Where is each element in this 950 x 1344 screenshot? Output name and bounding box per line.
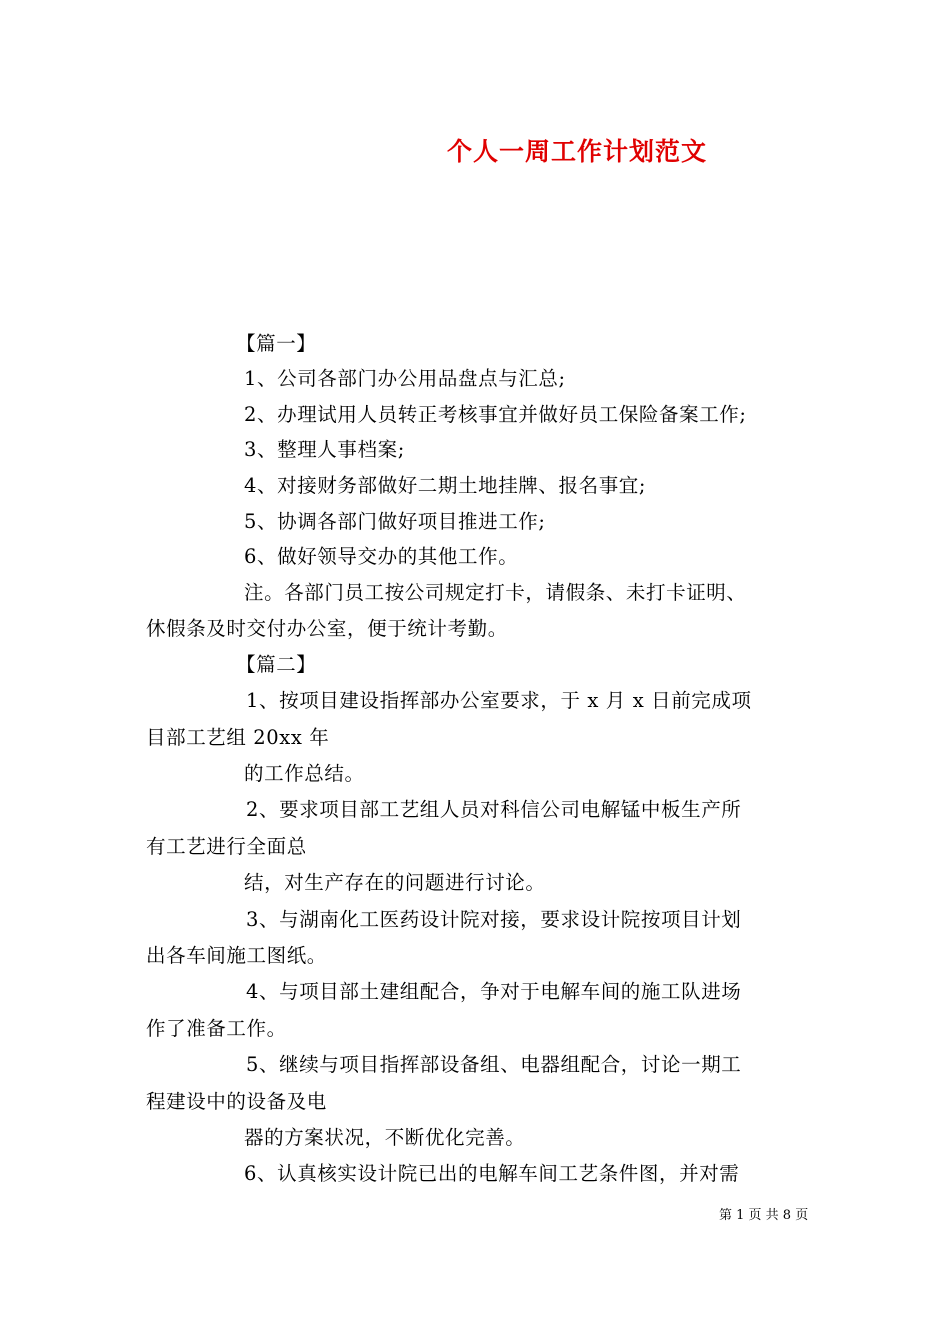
section1-heading: 【篇一】 bbox=[236, 332, 317, 355]
section2-line: 出各车间施工图纸。 bbox=[146, 944, 327, 967]
section2-line: 器的方案状况，不断优化完善。 bbox=[244, 1126, 526, 1149]
section2-line: 目部工艺组 20xx 年 bbox=[146, 726, 330, 749]
section1-item-1: 1、公司各部门办公用品盘点与汇总; bbox=[244, 367, 566, 390]
section2-line: 4、与项目部土建组配合，争对于电解车间的施工队进场 bbox=[246, 980, 742, 1003]
section2-line: 5、继续与项目指挥部设备组、电器组配合，讨论一期工 bbox=[246, 1053, 742, 1076]
section2-line: 程建设中的设备及电 bbox=[146, 1090, 327, 1113]
document-title: 个人一周工作计划范文 bbox=[447, 137, 708, 166]
page-number-footer: 第 1 页 共 8 页 bbox=[719, 1208, 809, 1223]
section1-item-6: 6、做好领导交办的其他工作。 bbox=[244, 545, 519, 568]
section1-note-line1: 注。各部门员工按公司规定打卡，请假条、未打卡证明、 bbox=[244, 581, 747, 604]
section1-item-2: 2、办理试用人员转正考核事宜并做好员工保险备案工作; bbox=[244, 403, 747, 426]
section2-line: 3、与湖南化工医药设计院对接，要求设计院按项目计划 bbox=[246, 908, 742, 931]
section1-note-line2: 休假条及时交付办公室，便于统计考勤。 bbox=[146, 617, 508, 640]
section1-item-3: 3、整理人事档案; bbox=[244, 438, 405, 461]
section1-item-4: 4、对接财务部做好二期土地挂牌、报名事宜; bbox=[244, 474, 647, 497]
section2-line: 2、要求项目部工艺组人员对科信公司电解锰中板生产所 bbox=[246, 798, 742, 821]
section2-line: 1、按项目建设指挥部办公室要求，于 x 月 x 日前完成项 bbox=[246, 689, 752, 712]
section2-line: 结，对生产存在的问题进行讨论。 bbox=[244, 871, 546, 894]
section2-line: 有工艺进行全面总 bbox=[146, 835, 307, 858]
section1-item-5: 5、协调各部门做好项目推进工作; bbox=[244, 510, 546, 533]
section2-heading: 【篇二】 bbox=[236, 653, 317, 676]
section2-line: 的工作总结。 bbox=[244, 762, 365, 785]
section2-line: 6、认真核实设计院已出的电解车间工艺条件图，并对需 bbox=[244, 1162, 740, 1185]
section2-line: 作了准备工作。 bbox=[146, 1017, 287, 1040]
